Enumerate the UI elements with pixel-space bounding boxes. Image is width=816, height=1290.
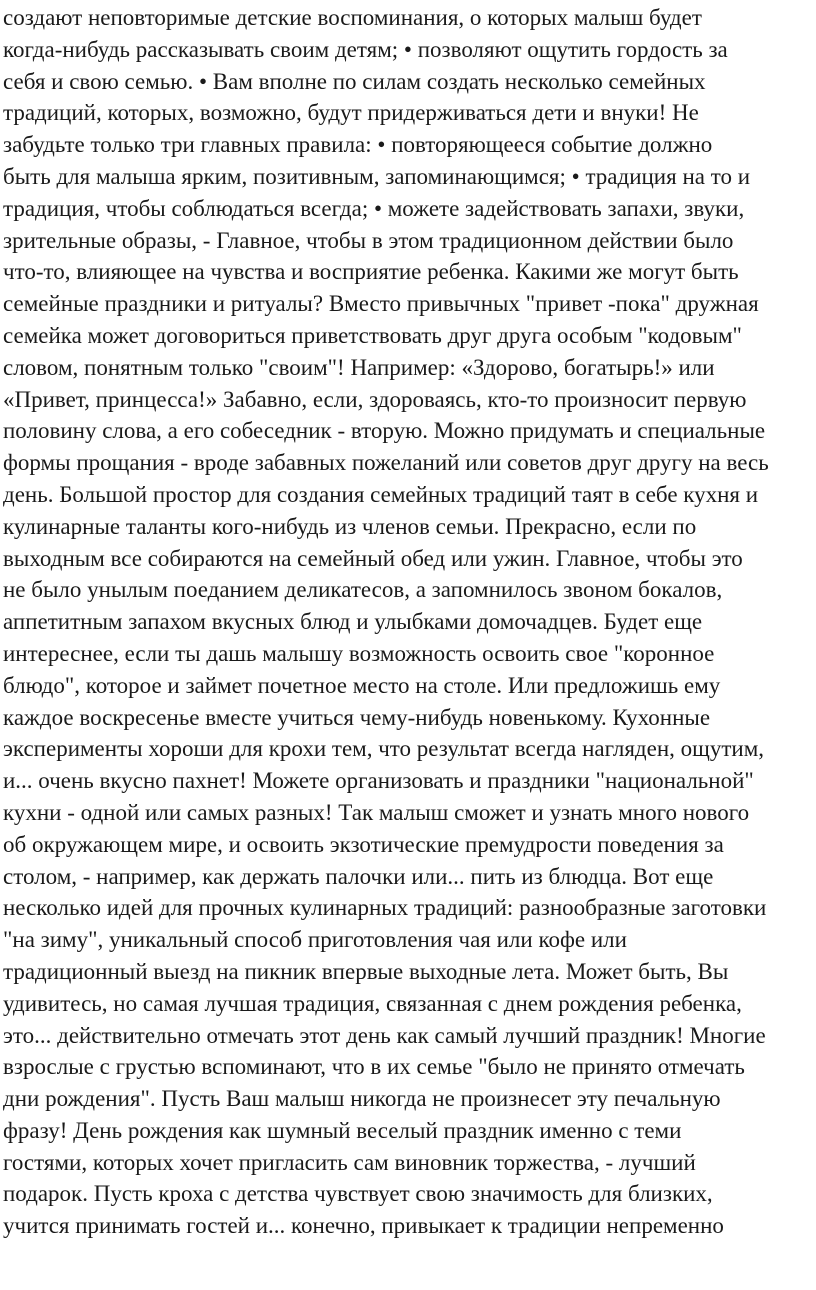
text-line: гостями, которых хочет пригласить сам виновник торжества, - лучший: [3, 1149, 696, 1175]
text-line: формы прощания - вроде забавных пожеланий или советов друг другу на весь: [3, 450, 769, 476]
text-line: дни рождения". Пусть Ваш малыш никогда не произнесет эту печальную: [3, 1086, 721, 1112]
text-line: это... действительно отмечать этот день как самый лучший праздник! Многие: [3, 1022, 766, 1048]
text-line: когда-нибудь рассказывать своим детям; • позволяют ощутить гордость за: [3, 36, 728, 62]
text-line: кухни - одной или самых разных! Так малыш сможет и узнать много нового: [3, 799, 750, 825]
text-line: столом, - например, как держать палочки или... пить из блюдца. Вот еще: [3, 863, 714, 889]
text-line: каждое воскресенье вместе учиться чему-нибудь новенькому. Кухонные: [3, 704, 711, 730]
text-line: блюдо", которое и займет почетное место на столе. Или предложишь ему: [3, 672, 721, 698]
text-line: кулинарные таланты кого-нибудь из членов семьи. Прекрасно, если по: [3, 513, 697, 539]
text-line: традиционный выезд на пикник впервые выходные лета. Может быть, Вы: [3, 958, 729, 984]
body-text: [3, 2, 813, 1242]
text-line: словом, понятным только "своим"! Например: «Здорово, богатырь!» или: [3, 354, 715, 380]
text-line: что-то, влияющее на чувства и восприятие ребенка. Какими же могут быть: [3, 259, 739, 285]
text-line: фразу! День рождения как шумный веселый праздник именно с теми: [3, 1117, 682, 1143]
text-line: себя и свою семью. • Вам вполне по силам создать несколько семейных: [3, 68, 706, 94]
text-line: несколько идей для прочных кулинарных традиций: разнообразные заготовки: [3, 895, 767, 921]
text-line: традиций, которых, возможно, будут придерживаться дети и внуки! Не: [3, 100, 699, 126]
text-line: взрослые с грустью вспоминают, что в их семье "было не принято отмечать: [3, 1054, 745, 1080]
text-line: семейка может договориться приветствовать друг друга особым "кодовым": [3, 322, 742, 348]
text-line: выходным все собираются на семейный обед или ужин. Главное, чтобы это: [3, 545, 743, 571]
text-line: "на зиму", уникальный способ приготовления чая или кофе или: [3, 927, 627, 953]
text-line: семейные праздники и ритуалы? Вместо привычных "привет -пока" дружная: [3, 291, 759, 317]
text-line: «Привет, принцесса!» Забавно, если, здороваясь, кто-то произносит первую: [3, 386, 747, 412]
text-line: создают неповторимые детские воспоминания, о которых малыш будет: [3, 5, 702, 30]
text-line: половину слова, а его собеседник - вторую. Можно придумать и специальные: [3, 418, 766, 444]
text-line: быть для малыша ярким, позитивным, запоминающимся; • традиция на то и: [3, 163, 751, 189]
text-line: об окружающем мире, и освоить экзотические премудрости поведения за: [3, 831, 724, 857]
text-line: зрительные образы, - Главное, чтобы в этом традиционном действии было: [3, 227, 734, 253]
text-line: эксперименты хороши для крохи тем, что результат всегда нагляден, ощутим,: [3, 736, 764, 762]
text-line: учится принимать гостей и... конечно, привыкает к традиции непременно: [3, 1213, 724, 1239]
text-line: не было унылым поеданием деликатесов, а запомнилось звоном бокалов,: [3, 577, 723, 603]
text-line: удивитесь, но самая лучшая традиция, связанная с днем рождения ребенка,: [3, 990, 742, 1016]
text-line: интереснее, если ты дашь малышу возможность освоить свое "коронное: [3, 640, 715, 666]
text-line: традиция, чтобы соблюдаться всегда; • можете задействовать запахи, звуки,: [3, 195, 745, 221]
text-line: забудьте только три главных правила: • повторяющееся событие должно: [3, 132, 713, 158]
text-line: аппетитным запахом вкусных блюд и улыбками домочадцев. Будет еще: [3, 609, 703, 635]
text-line: и... очень вкусно пахнет! Можете организовать и праздники "национальной": [3, 768, 754, 794]
text-line: подарок. Пусть кроха с детства чувствует свою значимость для близких,: [3, 1181, 713, 1207]
text-line: день. Большой простор для создания семейных традиций таят в себе кухня и: [3, 481, 759, 507]
